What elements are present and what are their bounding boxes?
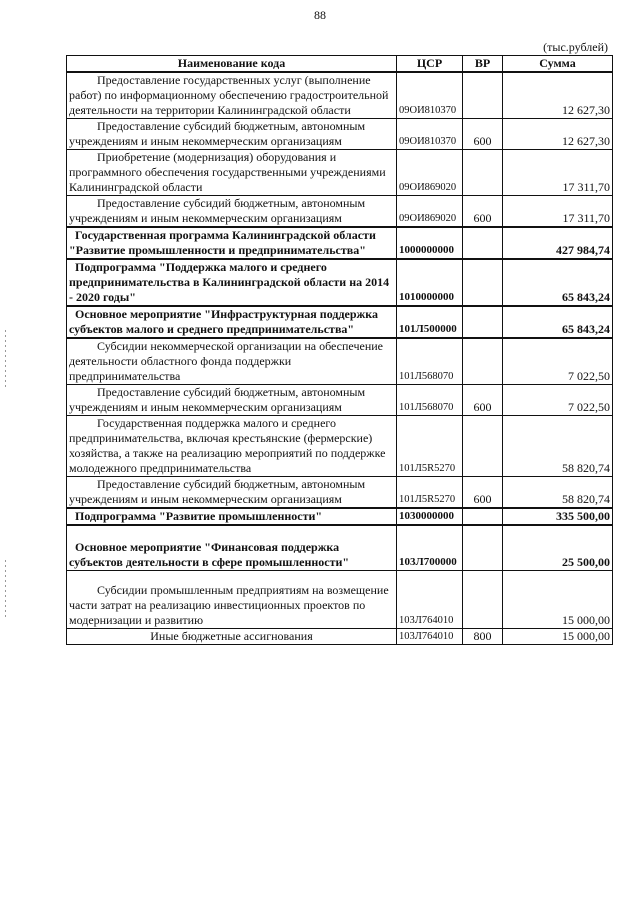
row-csr: 103Л764010 [397,629,463,645]
row-sum: 58 820,74 [503,477,613,509]
row-sum: 25 500,00 [503,525,613,571]
table-header-row [67,56,613,73]
row-vr: 600 [463,119,503,150]
row-csr: 09ОИ869020 [397,150,463,196]
header-sum: Сумма [503,56,613,73]
table-row [67,259,613,306]
row-sum: 17 311,70 [503,150,613,196]
header-name: Наименование кода [67,56,397,73]
row-csr: 1010000000 [397,259,463,306]
row-vr: 800 [463,629,503,645]
row-name: Предоставление субсидий бюджетным, автономным учреждениям и иным некоммерческим организациям [67,385,397,416]
header-csr: ЦСР [397,56,463,73]
table-row [67,119,613,150]
budget-table [66,55,613,645]
row-csr: 103Л700000 [397,525,463,571]
row-vr [463,259,503,306]
table-row [67,196,613,228]
row-name: Предоставление субсидий бюджетным, автономным учреждениям и иным некоммерческим организациям [67,119,397,150]
row-sum: 12 627,30 [503,72,613,119]
row-vr [463,306,503,338]
row-name: Подпрограмма "Поддержка малого и среднего предпринимательства в Калининградской области на 2014 - 2020 годы" [67,259,397,306]
row-csr: 103Л764010 [397,571,463,629]
units-label: (тыс.рублей) [543,40,608,54]
row-name: Предоставление субсидий бюджетным, автономным учреждениям и иным некоммерческим организациям [67,196,397,228]
row-csr: 09ОИ810370 [397,119,463,150]
row-name: Основное мероприятие "Инфраструктурная поддержка субъектов малого и среднего предпринимательства" [67,306,397,338]
row-csr: 101Л568070 [397,338,463,385]
row-csr: 101Л5R5270 [397,416,463,477]
table-row [67,629,613,645]
table-row [67,477,613,509]
table-row [67,150,613,196]
row-sum: 65 843,24 [503,259,613,306]
row-name: Субсидии промышленным предприятиям на возмещение части затрат на реализацию инвестиционных проектов по модернизации и развитию [67,571,397,629]
page-number: 88 [314,8,326,22]
row-name: Государственная программа Калининградской области "Развитие промышленности и предпринимательства" [67,227,397,259]
row-sum: 427 984,74 [503,227,613,259]
row-vr: 600 [463,385,503,416]
row-name: Предоставление государственных услуг (выполнение работ) по информационному обеспечению градостроительной деятельности на территории Калининградской области [67,72,397,119]
table-row [67,385,613,416]
row-vr [463,72,503,119]
table-row [67,525,613,571]
row-csr: 09ОИ869020 [397,196,463,228]
row-vr: 600 [463,196,503,228]
header-vr: ВР [463,56,503,73]
row-vr [463,227,503,259]
row-csr: 101Л500000 [397,306,463,338]
row-vr [463,508,503,525]
row-sum: 7 022,50 [503,385,613,416]
row-vr [463,571,503,629]
row-sum: 15 000,00 [503,629,613,645]
row-sum: 12 627,30 [503,119,613,150]
row-csr: 1000000000 [397,227,463,259]
row-name: Основное мероприятие "Финансовая поддержка субъектов деятельности в сфере промышленности" [67,525,397,571]
row-name: Государственная поддержка малого и среднего предпринимательства, включая крестьянские (фермерские) хозяйства, а также на реализацию мероприятий по поддержке молодежного предпринимательства [67,416,397,477]
row-vr: 600 [463,477,503,509]
table-row [67,508,613,525]
row-csr: 101Л5R5270 [397,477,463,509]
table-row [67,416,613,477]
row-csr: 1030000000 [397,508,463,525]
margin-mark [5,330,6,390]
row-vr [463,150,503,196]
row-csr: 09ОИ810370 [397,72,463,119]
row-sum: 58 820,74 [503,416,613,477]
row-vr [463,525,503,571]
row-vr [463,416,503,477]
row-vr [463,338,503,385]
row-sum: 335 500,00 [503,508,613,525]
row-sum: 65 843,24 [503,306,613,338]
table-row [67,306,613,338]
row-name: Приобретение (модернизация) оборудования и программного обеспечения государственными учреждениями Калининградской области [67,150,397,196]
row-sum: 15 000,00 [503,571,613,629]
row-name: Подпрограмма "Развитие промышленности" [67,508,397,525]
margin-mark [5,560,6,620]
table-row [67,571,613,629]
table-row [67,72,613,119]
row-name: Субсидии некоммерческой организации на обеспечение деятельности областного фонда поддержки предпринимательства [67,338,397,385]
row-name: Предоставление субсидий бюджетным, автономным учреждениям и иным некоммерческим организациям [67,477,397,509]
row-name: Иные бюджетные ассигнования [67,629,397,645]
row-sum: 7 022,50 [503,338,613,385]
row-sum: 17 311,70 [503,196,613,228]
table-row [67,338,613,385]
table-row [67,227,613,259]
row-csr: 101Л568070 [397,385,463,416]
